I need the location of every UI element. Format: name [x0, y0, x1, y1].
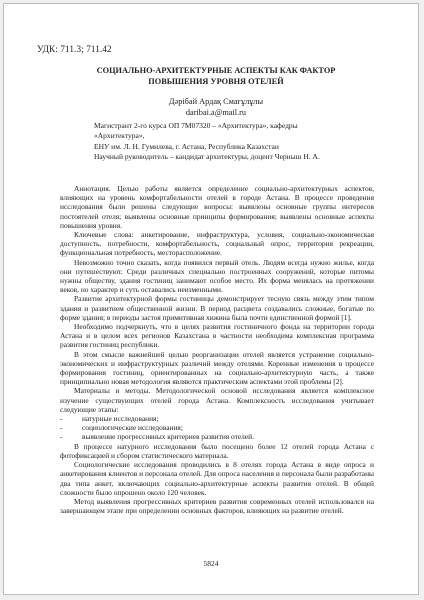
author-name: Дәрібай Ардақ Смағұлұлы [168, 97, 264, 106]
affiliation-line-1: Магистрант 2-го курса ОП 7М07320 – «Архитектура», кафедры «Архитектура», [94, 121, 298, 141]
list-item [60, 423, 374, 432]
author-email: daribai.a@mail.ru [185, 107, 247, 117]
paper-title [44, 66, 388, 87]
list-item-text: выявление прогрессивных критериев развития отелей. [82, 432, 254, 442]
body-paragraph: Социологические исследования проводились в 8 отелях города Астана в виде опроса и анкетирования клиентов и персонала отелей. Для опроса населения и персонала были разработаны два типа анкет, включающих социально-архитектурные аспекты развития отелей. В общей сложности было опрошено около 120 человек. [60, 460, 374, 497]
body-paragraph: Необходимо подчеркнуть, что в целях развития гостиничного фонда на территории города Астана и в целом всех регионов Казахстана в частности необходима комплексная программа развития гостиниц республики. [60, 322, 374, 350]
list-item-text: натурные исследования; [82, 414, 159, 424]
body-paragraph: Метод выявления прогрессивных критериев развития современных отелей использовался на завершающем этапе при определении основных факторов, влияющих на развитие отелей. [60, 496, 374, 516]
page-number: 5824 [203, 559, 219, 568]
affiliation-line-2: ЕНУ им. Л. Н. Гумилева, г. Астана, Республика Казахстан [94, 141, 279, 151]
body-paragraph: В процессе натурного исследования было посещено более 12 отелей города Астана с фотофиксацией и сбором статистического материала. [60, 441, 374, 460]
title-line-1: СОЦИАЛЬНО-АРХИТЕКТУРНЫЕ АСПЕКТЫ КАК ФАКТОР [96, 66, 336, 75]
list-item-text: социологические исследования; [82, 423, 183, 433]
list-dash: - [60, 423, 63, 433]
article-body [60, 184, 374, 515]
list-item [60, 414, 374, 423]
title-line-2: ПОВЫШЕНИЯ УРОВНЯ ОТЕЛЕЙ [148, 76, 284, 86]
body-paragraph: Невозможно точно сказать, когда появился первый отель. Людям всегда нужно жилье, когда они путешествуют. Среди различных специально построенных сооружений, которые питомы нужны обществу, здания гостиниц занимают особое место. Их форма менялась на протяжении веков, но характер и суть оставались неизменными. [60, 257, 374, 295]
abstract-paragraph: Аннотация. Целью работы является определение социально-архитектурных аспектов, влияющих на уровень комфортабельности отелей в городе Астана. В процессе проведения исследования были решены следующие вопросы: выявлены основные группы интересов постоятелей отеля; выявлены основные принципы формирования; выявлены основные аспекты повышения уровня. [60, 184, 374, 230]
document-page [3, 3, 419, 595]
list-item [60, 432, 374, 441]
author-block [44, 97, 388, 118]
body-paragraph: Развитие архитектурной формы гостиницы демонстрирует тесную связь между этим типом здания и развитием общественной жизни. В период расцвета создавались сложные, богатые по форме здания; в периоды застоя примитивная хижина была почти единственной формой [1]. [60, 294, 374, 322]
list-dash: - [60, 432, 63, 442]
affiliation-block [94, 121, 334, 162]
udk-code: УДК: 711.3; 711.42 [37, 44, 112, 54]
affiliation-line-3: Научный руководитель – кандидат архитектуры, доцент Черныш Н. А. [94, 151, 320, 161]
body-paragraph: В этом смысле важнейшей целью реорганизации отелей является устранение социально-экономических и инфраструктурных различий между отелями. Коренные изменения в процессе формирования гостиниц, ориентированных на социально-архитектурную часть, а также принципиально новая методология являются практическим аспектами этой проблемы [2]. [60, 349, 374, 387]
list-dash: - [60, 414, 63, 424]
methods-paragraph: Материалы и методы. Методологической основой исследования является комплексное изучение существующих отелей города Астана. Комплексность исследования учитывает следующие этапы: [60, 386, 374, 414]
keywords-paragraph: Ключевые слова: анкетирование, инфраструктура, условия, социально-экономическая доступность, потребности, комфортабельность, социальный опрос, территория рекреации, функциональная потребность, месторасположение. [60, 230, 374, 258]
